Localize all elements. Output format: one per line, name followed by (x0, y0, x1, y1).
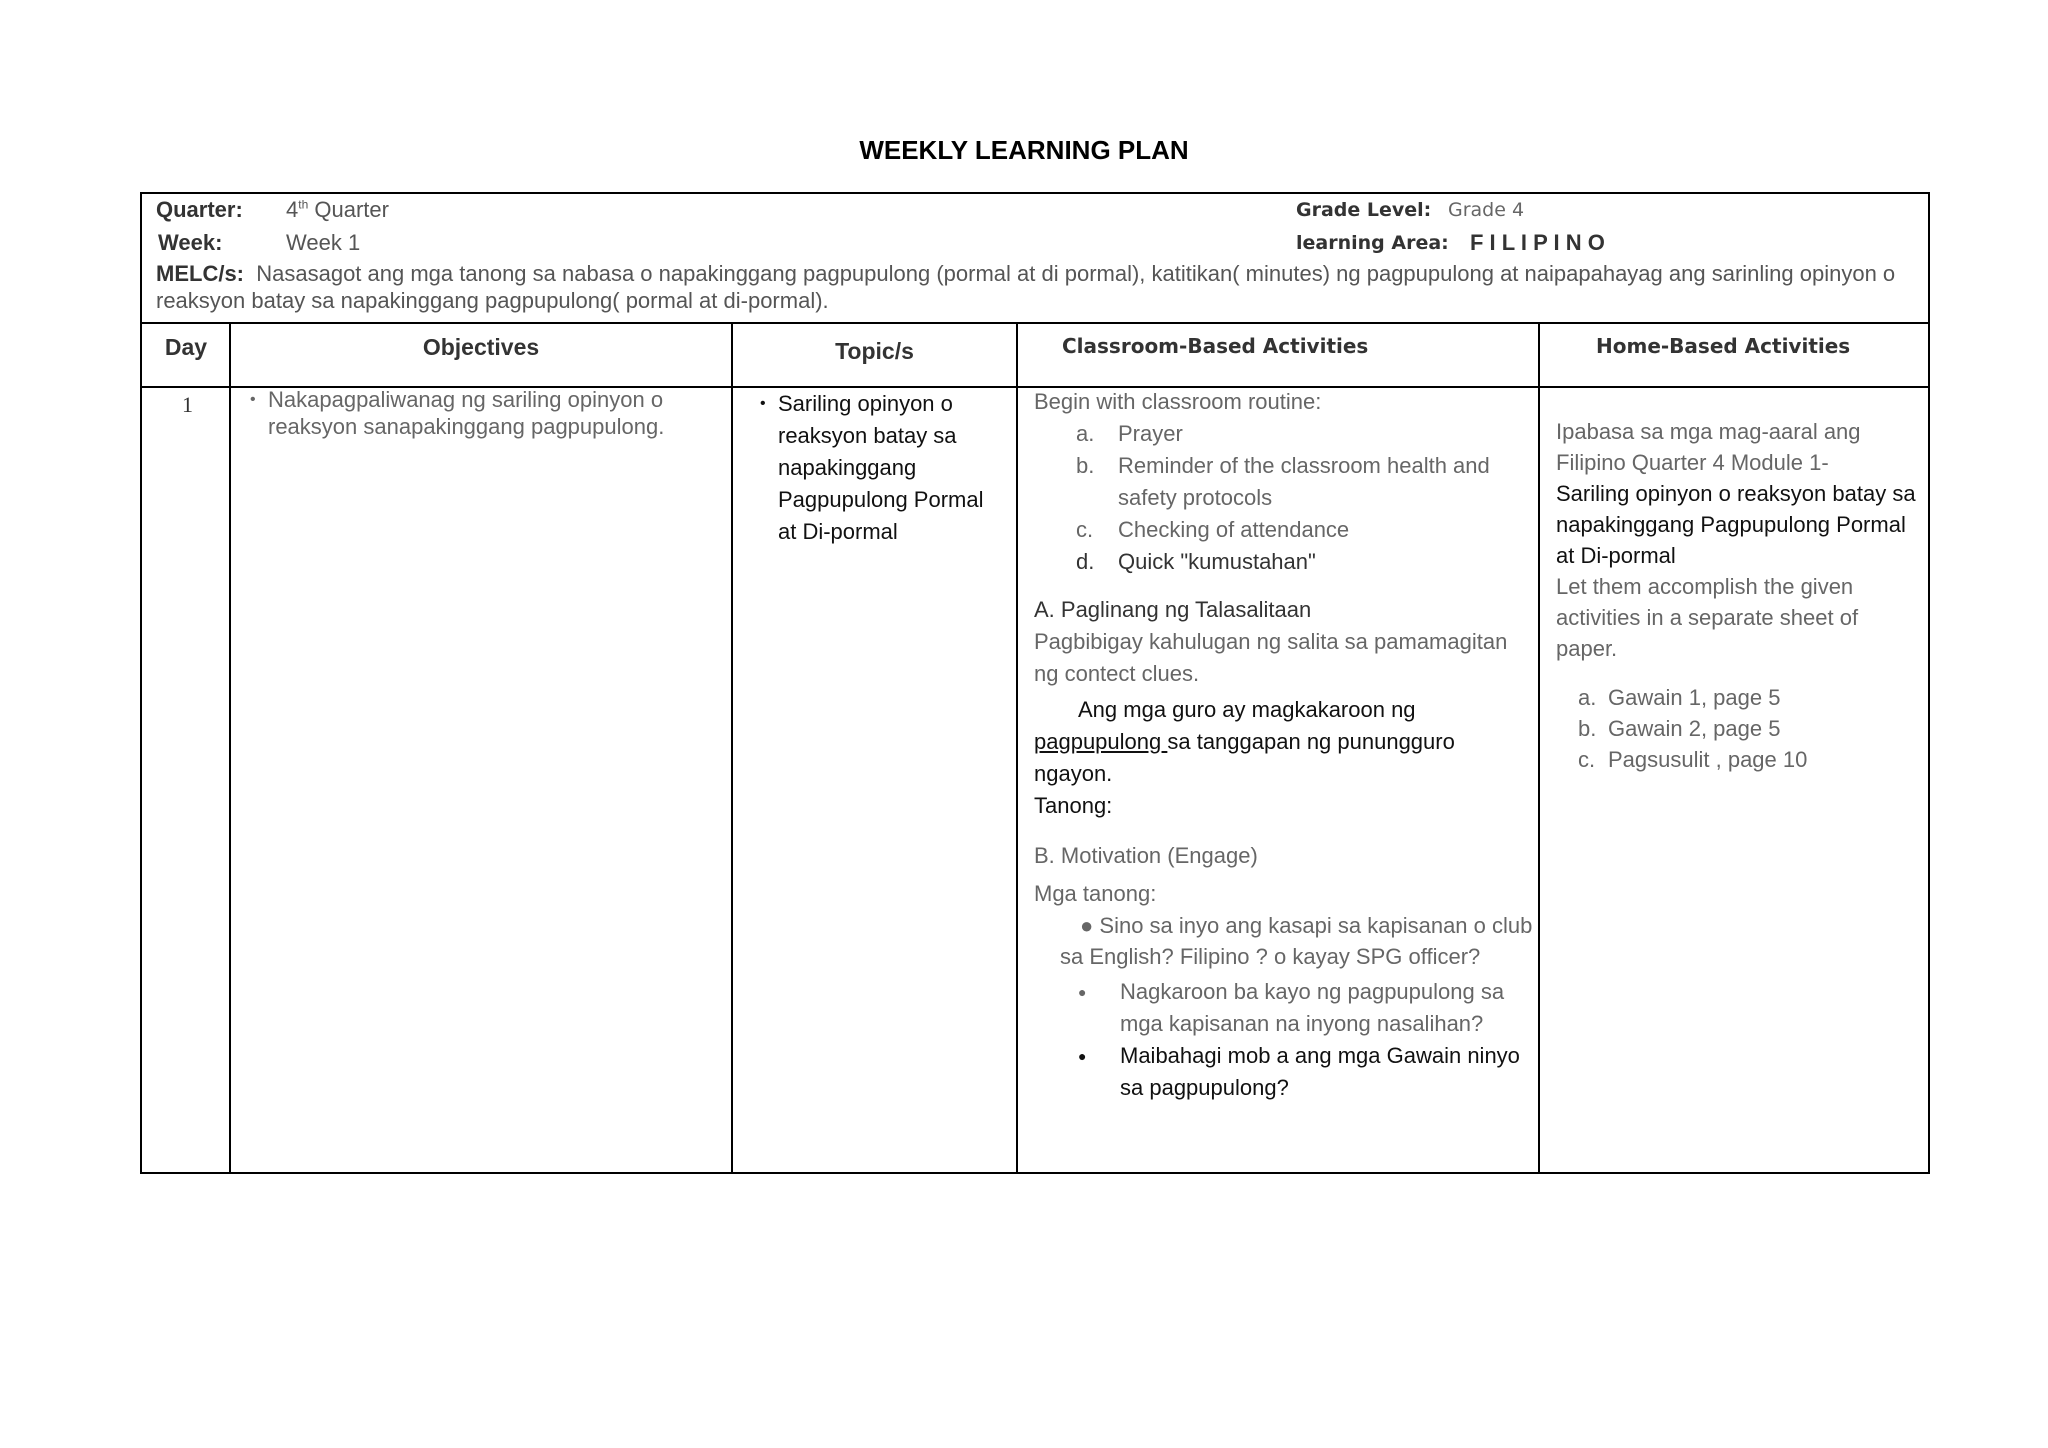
quarter-value: 4th Quarter (286, 197, 389, 222)
week-label: Week: (158, 230, 223, 255)
sample-sentence: Ang mga guro ay magkakaroon ng pagpupulong sa tanggapan ng punungguro ngayon. (1034, 697, 1455, 786)
learning-area-value: F I L I P I N O (1470, 230, 1605, 255)
home-accomplish-note: Let them accomplish the given activities in a separate sheet of paper. (1556, 574, 1859, 661)
routine-item (1034, 418, 1534, 450)
home-activity-item-letter: a. (1578, 685, 1597, 710)
home-activity-item (1556, 713, 1918, 744)
section-a-description: Pagbibigay kahulugan ng salita sa pamamagitan ng contect clues. (1034, 629, 1508, 686)
quarter-label: Quarter: (156, 197, 243, 222)
learning-area-label: learning Area: (1296, 232, 1449, 254)
routine-item-letter: a. (1076, 421, 1095, 446)
col-classroom-activities: Classroom-Based Activities (1062, 334, 1369, 358)
objective-item: • Nakapagpaliwanag ng sariling opinyon o reaksyon sanapakinggang pagpupulong. (246, 386, 716, 440)
col-day: Day (164, 334, 208, 360)
home-activity-list (1556, 682, 1918, 775)
routine-item-letter: b. (1076, 453, 1095, 478)
routine-item (1034, 514, 1534, 546)
home-instruction: Ipabasa sa mga mag-aaral ang Filipino Quarter 4 Module 1- (1556, 419, 1861, 475)
page-title: WEEKLY LEARNING PLAN (859, 135, 1189, 165)
divider (1016, 324, 1018, 1172)
classroom-activities-cell (1034, 386, 1534, 1104)
grade-level-label: Grade Level: (1296, 199, 1432, 221)
mga-tanong-label: Mga tanong: (1034, 881, 1157, 906)
tanong-label: Tanong: (1034, 793, 1113, 818)
routine-intro: Begin with classroom routine: (1034, 389, 1322, 414)
routine-item-text: Prayer (1118, 421, 1183, 446)
home-activities-cell (1556, 416, 1918, 775)
home-activity-item-text: Gawain 2, page 5 (1608, 716, 1781, 741)
divider (229, 324, 231, 1172)
question-2: ● Nagkaroon ba kayo ng pagpupulong sa mga kapisanan na inyong nasalihan? (1078, 979, 1505, 1036)
home-activity-item-text: Pagsusulit , page 10 (1608, 747, 1808, 772)
section-a-heading: A. Paglinang ng Talasalitaan (1034, 597, 1312, 622)
col-home-activities: Home-Based Activities (1596, 334, 1851, 358)
day-number: 1 (182, 392, 193, 417)
home-activity-item (1556, 744, 1918, 775)
objective-cell (246, 386, 716, 440)
section-b-heading: B. Motivation (Engage) (1034, 843, 1258, 868)
topic-item: • Sariling opinyon o reaksyon batay sa napakinggang Pagpupulong Pormal at Di-pormal (756, 388, 1006, 548)
grade-level-value: Grade 4 (1448, 199, 1525, 221)
topic-cell (756, 388, 1006, 548)
home-activity-item-text: Gawain 1, page 5 (1608, 685, 1781, 710)
col-topics: Topic/s (835, 338, 914, 364)
learning-plan-table (140, 192, 1930, 1174)
routine-item-letter: c. (1076, 517, 1094, 542)
routine-item-text: Quick "kumustahan" (1118, 549, 1316, 574)
plan-header (142, 194, 1928, 324)
melc-text: MELC/s: Nasasagot ang mga tanong sa nabasa o napakinggang pagpupulong (pormal at di pormal), katitikan( minutes) ng pagpupulong at naipapahayag ang sarinling opinyon o reaksyon batay sa napakinggang pagpupulong( pormal at di-pormal). (156, 261, 1896, 313)
column-headers (142, 324, 1928, 388)
question-3: ● Maibahagi mob a ang mga Gawain ninyo sa pagpupulong? (1078, 1043, 1520, 1100)
divider (731, 324, 733, 1172)
routine-item-letter: d. (1076, 549, 1095, 574)
routine-item-text: Checking of attendance (1118, 517, 1350, 542)
routine-item (1034, 450, 1534, 514)
home-activity-item-letter: b. (1578, 716, 1597, 741)
home-activity-item-letter: c. (1578, 747, 1596, 772)
home-module-title: Sariling opinyon o reaksyon batay sa napakinggang Pagpupulong Pormal at Di-pormal (1556, 481, 1916, 568)
divider (1538, 324, 1540, 1172)
routine-item-text: Reminder of the classroom health and safety protocols (1118, 453, 1490, 510)
week-value: Week 1 (286, 230, 361, 255)
question-1: ● Sino sa inyo ang kasapi sa kapisanan o club sa English? Filipino ? o kayay SPG officer? (1060, 913, 1533, 969)
col-objectives: Objectives (422, 334, 540, 360)
home-activity-item (1556, 682, 1918, 713)
routine-list (1034, 418, 1534, 578)
routine-item (1034, 546, 1534, 578)
